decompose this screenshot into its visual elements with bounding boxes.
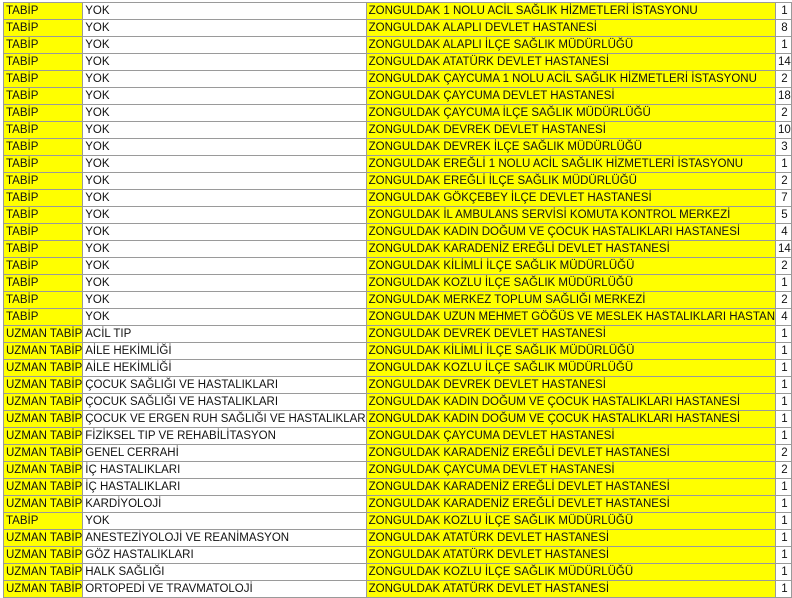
hospital-cell[interactable]: ZONGULDAK KARADENİZ EREĞLİ DEVLET HASTANESİ <box>366 445 775 462</box>
table-row <box>4 496 792 513</box>
table-row <box>4 224 792 241</box>
specialty-cell[interactable]: AİLE HEKİMLİĞİ <box>83 360 366 377</box>
table-row <box>4 462 792 479</box>
count-cell[interactable]: 4 <box>776 224 792 241</box>
title-cell[interactable]: UZMAN TABİP <box>4 462 83 479</box>
title-cell[interactable]: TABİP <box>4 122 83 139</box>
hospital-cell[interactable]: ZONGULDAK ATATÜRK DEVLET HASTANESİ <box>366 581 775 598</box>
hospital-cell[interactable]: ZONGULDAK DEVREK DEVLET HASTANESİ <box>366 122 775 139</box>
specialty-cell[interactable]: YOK <box>83 173 366 190</box>
hospital-cell[interactable]: ZONGULDAK 1 NOLU ACİL SAĞLIK HİZMETLERİ İSTASYONU <box>366 3 775 20</box>
hospital-cell[interactable]: ZONGULDAK ÇAYCUMA DEVLET HASTANESİ <box>366 462 775 479</box>
hospital-cell[interactable]: ZONGULDAK UZUN MEHMET GÖĞÜS VE MESLEK HASTALIKLARI HASTAN <box>366 309 775 326</box>
specialty-cell[interactable]: YOK <box>83 3 366 20</box>
specialty-cell[interactable]: ÇOCUK SAĞLIĞI VE HASTALIKLARI <box>83 394 366 411</box>
hospital-cell[interactable]: ZONGULDAK KADIN DOĞUM VE ÇOCUK HASTALIKLARI HASTANESİ <box>366 411 775 428</box>
table-row <box>4 105 792 122</box>
hospital-cell[interactable]: ZONGULDAK ALAPLI DEVLET HASTANESİ <box>366 20 775 37</box>
specialty-cell[interactable]: YOK <box>83 513 366 530</box>
title-cell[interactable]: UZMAN TABİP <box>4 479 83 496</box>
title-cell[interactable]: TABİP <box>4 207 83 224</box>
count-cell[interactable]: 5 <box>776 207 792 224</box>
title-cell[interactable]: TABİP <box>4 20 83 37</box>
table-row <box>4 88 792 105</box>
count-cell[interactable]: 1 <box>776 513 792 530</box>
specialty-cell[interactable]: YOK <box>83 20 366 37</box>
specialty-cell[interactable]: YOK <box>83 275 366 292</box>
table-row <box>4 326 792 343</box>
specialty-cell[interactable]: YOK <box>83 224 366 241</box>
specialty-cell[interactable]: ÇOCUK VE ERGEN RUH SAĞLIĞI VE HASTALIKLAR <box>83 411 366 428</box>
title-cell[interactable]: UZMAN TABİP <box>4 530 83 547</box>
table-row <box>4 564 792 581</box>
count-cell[interactable]: 4 <box>776 309 792 326</box>
specialty-cell[interactable]: GÖZ HASTALIKLARI <box>83 547 366 564</box>
title-cell[interactable]: TABİP <box>4 37 83 54</box>
specialty-cell[interactable]: ORTOPEDİ VE TRAVMATOLOJİ <box>83 581 366 598</box>
title-cell[interactable]: UZMAN TABİP <box>4 343 83 360</box>
count-cell[interactable]: 10 <box>776 122 792 139</box>
table-row <box>4 377 792 394</box>
title-cell[interactable]: UZMAN TABİP <box>4 581 83 598</box>
specialty-cell[interactable]: GENEL CERRAHİ <box>83 445 366 462</box>
count-cell[interactable]: 1 <box>776 360 792 377</box>
hospital-cell[interactable]: ZONGULDAK KARADENİZ EREĞLİ DEVLET HASTANESİ <box>366 496 775 513</box>
count-cell[interactable]: 1 <box>776 37 792 54</box>
hospital-cell[interactable]: ZONGULDAK ÇAYCUMA DEVLET HASTANESİ <box>366 88 775 105</box>
count-cell[interactable]: 18 <box>776 88 792 105</box>
count-cell[interactable]: 1 <box>776 394 792 411</box>
hospital-cell[interactable]: ZONGULDAK KOZLU İLÇE SAĞLIK MÜDÜRLÜĞÜ <box>366 360 775 377</box>
hospital-cell[interactable]: ZONGULDAK KOZLU İLÇE SAĞLIK MÜDÜRLÜĞÜ <box>366 513 775 530</box>
hospital-cell[interactable]: ZONGULDAK DEVREK DEVLET HASTANESİ <box>366 326 775 343</box>
title-cell[interactable]: UZMAN TABİP <box>4 445 83 462</box>
title-cell[interactable]: TABİP <box>4 3 83 20</box>
count-cell[interactable]: 1 <box>776 326 792 343</box>
specialty-cell[interactable]: YOK <box>83 207 366 224</box>
hospital-cell[interactable]: ZONGULDAK ATATÜRK DEVLET HASTANESİ <box>366 530 775 547</box>
hospital-cell[interactable]: ZONGULDAK GÖKÇEBEY İLÇE DEVLET HASTANESİ <box>366 190 775 207</box>
hospital-cell[interactable]: ZONGULDAK KİLİMLİ İLÇE SAĞLIK MÜDÜRLÜĞÜ <box>366 258 775 275</box>
count-cell[interactable]: 1 <box>776 547 792 564</box>
table-row <box>4 241 792 258</box>
table-row <box>4 122 792 139</box>
specialty-cell[interactable]: İÇ HASTALIKLARI <box>83 462 366 479</box>
count-cell[interactable]: 1 <box>776 343 792 360</box>
title-cell[interactable]: UZMAN TABİP <box>4 377 83 394</box>
count-cell[interactable]: 2 <box>776 71 792 88</box>
table-row <box>4 343 792 360</box>
specialty-cell[interactable]: YOK <box>83 71 366 88</box>
hospital-cell[interactable]: ZONGULDAK ATATÜRK DEVLET HASTANESİ <box>366 54 775 71</box>
hospital-cell[interactable]: ZONGULDAK İL AMBULANS SERVİSİ KOMUTA KONTROL MERKEZİ <box>366 207 775 224</box>
spreadsheet-body <box>4 3 792 598</box>
hospital-cell[interactable]: ZONGULDAK KADIN DOĞUM VE ÇOCUK HASTALIKLARI HASTANESİ <box>366 394 775 411</box>
specialty-cell[interactable]: FİZİKSEL TIP VE REHABİLİTASYON <box>83 428 366 445</box>
table-row <box>4 513 792 530</box>
hospital-cell[interactable]: ZONGULDAK ALAPLI İLÇE SAĞLIK MÜDÜRLÜĞÜ <box>366 37 775 54</box>
hospital-cell[interactable]: ZONGULDAK ATATÜRK DEVLET HASTANESİ <box>366 547 775 564</box>
specialty-cell[interactable]: YOK <box>83 258 366 275</box>
table-row <box>4 37 792 54</box>
title-cell[interactable]: TABİP <box>4 275 83 292</box>
title-cell[interactable]: TABİP <box>4 258 83 275</box>
specialty-cell[interactable]: YOK <box>83 139 366 156</box>
hospital-cell[interactable]: ZONGULDAK DEVREK İLÇE SAĞLIK MÜDÜRLÜĞÜ <box>366 139 775 156</box>
specialty-cell[interactable]: ÇOCUK SAĞLIĞI VE HASTALIKLARI <box>83 377 366 394</box>
table-row <box>4 258 792 275</box>
title-cell[interactable]: UZMAN TABİP <box>4 496 83 513</box>
hospital-cell[interactable]: ZONGULDAK KARADENİZ EREĞLİ DEVLET HASTANESİ <box>366 241 775 258</box>
specialty-cell[interactable]: ACİL TIP <box>83 326 366 343</box>
count-cell[interactable]: 2 <box>776 173 792 190</box>
table-row <box>4 547 792 564</box>
table-row <box>4 394 792 411</box>
table-row <box>4 479 792 496</box>
count-cell[interactable]: 14 <box>776 54 792 71</box>
hospital-cell[interactable]: ZONGULDAK KADIN DOĞUM VE ÇOCUK HASTALIKLARI HASTANESİ <box>366 224 775 241</box>
specialty-cell[interactable]: KARDİYOLOJİ <box>83 496 366 513</box>
hospital-cell[interactable]: ZONGULDAK EREĞLİ İLÇE SAĞLIK MÜDÜRLÜĞÜ <box>366 173 775 190</box>
title-cell[interactable]: TABİP <box>4 292 83 309</box>
table-row <box>4 292 792 309</box>
hospital-cell[interactable]: ZONGULDAK KOZLU İLÇE SAĞLIK MÜDÜRLÜĞÜ <box>366 275 775 292</box>
title-cell[interactable]: UZMAN TABİP <box>4 360 83 377</box>
specialty-cell[interactable]: YOK <box>83 105 366 122</box>
hospital-cell[interactable]: ZONGULDAK KOZLU İLÇE SAĞLIK MÜDÜRLÜĞÜ <box>366 564 775 581</box>
specialty-cell[interactable]: ANESTEZİYOLOJİ VE REANİMASYON <box>83 530 366 547</box>
hospital-cell[interactable]: ZONGULDAK DEVREK DEVLET HASTANESİ <box>366 377 775 394</box>
count-cell[interactable]: 3 <box>776 139 792 156</box>
spreadsheet-table <box>3 2 792 598</box>
table-row <box>4 3 792 20</box>
count-cell[interactable]: 2 <box>776 445 792 462</box>
hospital-cell[interactable]: ZONGULDAK MERKEZ TOPLUM SAĞLIĞI MERKEZİ <box>366 292 775 309</box>
count-cell[interactable]: 1 <box>776 581 792 598</box>
count-cell[interactable]: 2 <box>776 105 792 122</box>
title-cell[interactable]: TABİP <box>4 139 83 156</box>
title-cell[interactable]: TABİP <box>4 105 83 122</box>
table-row <box>4 20 792 37</box>
table-row <box>4 139 792 156</box>
table-row <box>4 411 792 428</box>
table-row <box>4 190 792 207</box>
table-row <box>4 309 792 326</box>
specialty-cell[interactable]: YOK <box>83 122 366 139</box>
title-cell[interactable]: TABİP <box>4 54 83 71</box>
title-cell[interactable]: TABİP <box>4 88 83 105</box>
hospital-cell[interactable]: ZONGULDAK KİLİMLİ İLÇE SAĞLIK MÜDÜRLÜĞÜ <box>366 343 775 360</box>
table-row <box>4 71 792 88</box>
title-cell[interactable]: UZMAN TABİP <box>4 326 83 343</box>
hospital-cell[interactable]: ZONGULDAK ÇAYCUMA İLÇE SAĞLIK MÜDÜRLÜĞÜ <box>366 105 775 122</box>
count-cell[interactable]: 2 <box>776 292 792 309</box>
count-cell[interactable]: 2 <box>776 258 792 275</box>
title-cell[interactable]: UZMAN TABİP <box>4 428 83 445</box>
title-cell[interactable]: UZMAN TABİP <box>4 564 83 581</box>
specialty-cell[interactable]: YOK <box>83 241 366 258</box>
table-row <box>4 173 792 190</box>
count-cell[interactable]: 1 <box>776 530 792 547</box>
count-cell[interactable]: 1 <box>776 156 792 173</box>
count-cell[interactable]: 1 <box>776 479 792 496</box>
title-cell[interactable]: TABİP <box>4 71 83 88</box>
specialty-cell[interactable]: YOK <box>83 88 366 105</box>
title-cell[interactable]: TABİP <box>4 241 83 258</box>
title-cell[interactable]: UZMAN TABİP <box>4 394 83 411</box>
count-cell[interactable]: 14 <box>776 241 792 258</box>
specialty-cell[interactable]: YOK <box>83 156 366 173</box>
count-cell[interactable]: 8 <box>776 20 792 37</box>
count-cell[interactable]: 1 <box>776 411 792 428</box>
table-row <box>4 581 792 598</box>
specialty-cell[interactable]: YOK <box>83 37 366 54</box>
specialty-cell[interactable]: YOK <box>83 190 366 207</box>
table-row <box>4 54 792 71</box>
table-row <box>4 156 792 173</box>
hospital-cell[interactable]: ZONGULDAK ÇAYCUMA DEVLET HASTANESİ <box>366 428 775 445</box>
hospital-cell[interactable]: ZONGULDAK EREĞLİ 1 NOLU ACİL SAĞLIK HİZMETLERİ İSTASYONU <box>366 156 775 173</box>
specialty-cell[interactable]: YOK <box>83 54 366 71</box>
specialty-cell[interactable]: İÇ HASTALIKLARI <box>83 479 366 496</box>
title-cell[interactable]: TABİP <box>4 513 83 530</box>
count-cell[interactable]: 1 <box>776 3 792 20</box>
title-cell[interactable]: TABİP <box>4 309 83 326</box>
hospital-cell[interactable]: ZONGULDAK ÇAYCUMA 1 NOLU ACİL SAĞLIK HİZMETLERİ İSTASYONU <box>366 71 775 88</box>
title-cell[interactable]: TABİP <box>4 190 83 207</box>
specialty-cell[interactable]: HALK SAĞLIĞI <box>83 564 366 581</box>
count-cell[interactable]: 1 <box>776 275 792 292</box>
count-cell[interactable]: 7 <box>776 190 792 207</box>
specialty-cell[interactable]: YOK <box>83 309 366 326</box>
hospital-cell[interactable]: ZONGULDAK KARADENİZ EREĞLİ DEVLET HASTANESİ <box>366 479 775 496</box>
table-row <box>4 445 792 462</box>
count-cell[interactable]: 1 <box>776 564 792 581</box>
title-cell[interactable]: TABİP <box>4 224 83 241</box>
count-cell[interactable]: 1 <box>776 428 792 445</box>
count-cell[interactable]: 1 <box>776 377 792 394</box>
table-row <box>4 207 792 224</box>
count-cell[interactable]: 2 <box>776 462 792 479</box>
specialty-cell[interactable]: YOK <box>83 292 366 309</box>
table-row <box>4 275 792 292</box>
title-cell[interactable]: TABİP <box>4 173 83 190</box>
title-cell[interactable]: UZMAN TABİP <box>4 411 83 428</box>
title-cell[interactable]: TABİP <box>4 156 83 173</box>
specialty-cell[interactable]: AİLE HEKİMLİĞİ <box>83 343 366 360</box>
count-cell[interactable]: 1 <box>776 496 792 513</box>
table-row <box>4 530 792 547</box>
table-row <box>4 360 792 377</box>
title-cell[interactable]: UZMAN TABİP <box>4 547 83 564</box>
table-row <box>4 428 792 445</box>
